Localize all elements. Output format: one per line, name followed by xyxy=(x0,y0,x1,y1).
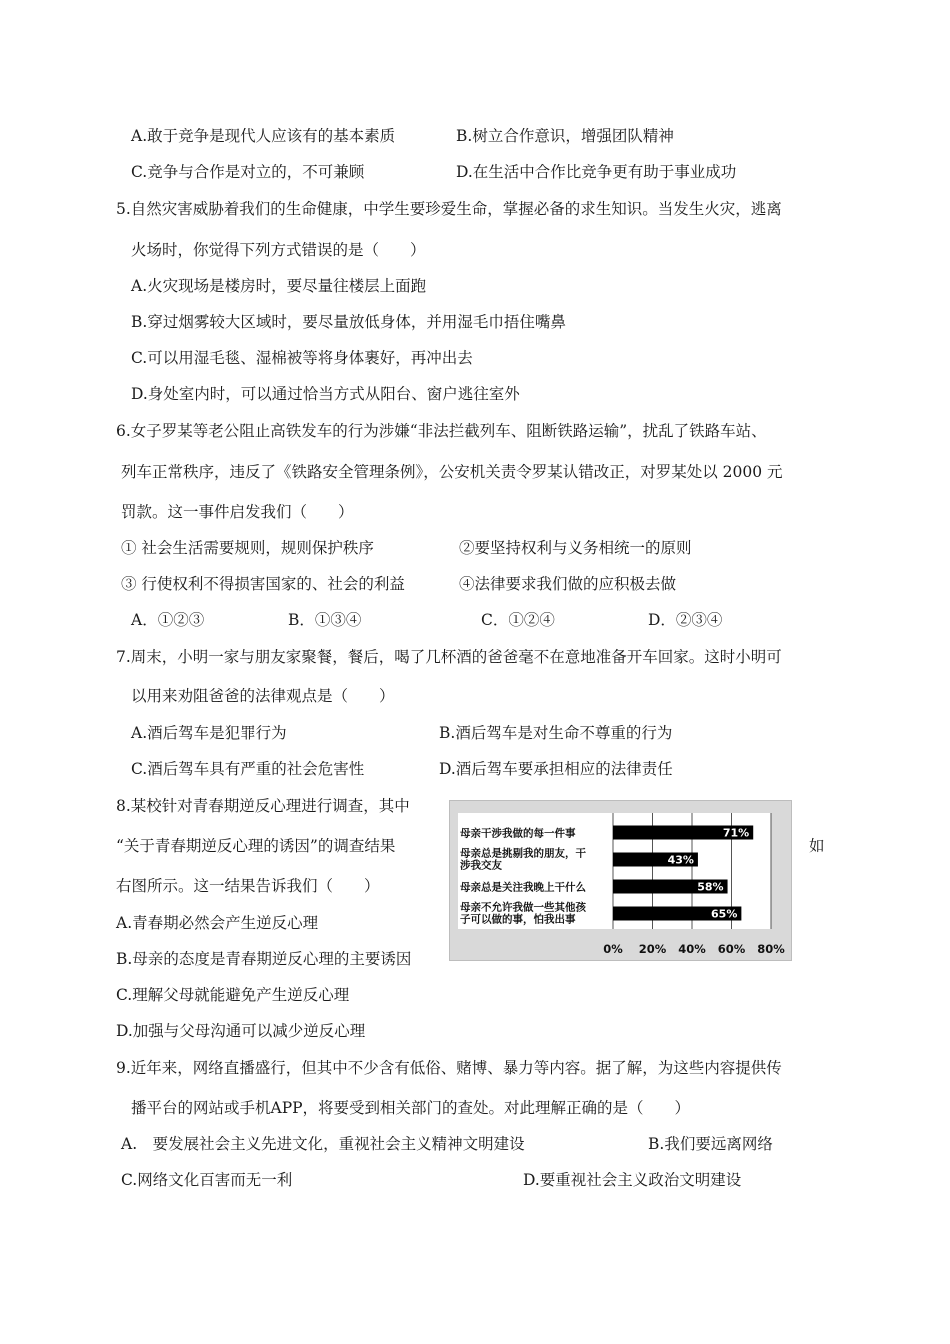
chart-tick-label: 40% xyxy=(678,942,706,956)
chart-category-label xyxy=(460,827,576,840)
chart-value-label: 58% xyxy=(697,880,724,894)
q4-option-b: B.树立合作意识，增强团队精神 xyxy=(456,127,674,145)
chart-value-label: 65% xyxy=(711,907,738,921)
q4-option-c: C.竞争与合作是对立的，不可兼顾 xyxy=(131,163,365,181)
q8-option-c: C.理解父母就能避免产生逆反心理 xyxy=(116,986,350,1004)
q7-option-d: D.酒后驾车要承担相应的法律责任 xyxy=(439,760,673,778)
q5-option-b: B.穿过烟雾较大区域时，要尽量放低身体，并用湿毛巾捂住嘴鼻 xyxy=(131,313,566,331)
q4-option-d: D.在生活中合作比竞争更有助于事业成功 xyxy=(456,163,737,181)
q6-option-b: B．①③④ xyxy=(288,611,362,629)
chart-category-label-line: 子可以做的事，怕我出事 xyxy=(460,913,576,926)
q7-option-b: B.酒后驾车是对生命不尊重的行为 xyxy=(439,724,673,742)
q7-stem-line1: 7.周末，小明一家与朋友家聚餐，餐后，喝了几杯酒的爸爸毫不在意地准备开车回家。这时小明可 xyxy=(116,648,782,666)
chart-tick-label: 80% xyxy=(757,942,785,956)
q5-stem-line2: 火场时，你觉得下列方式错误的是（ ） xyxy=(131,241,426,259)
chart-category-label-line: 母亲不允许我做一些其他孩 xyxy=(460,901,586,914)
q7-option-a: A.酒后驾车是犯罪行为 xyxy=(131,724,287,742)
q5-option-a: A.火灾现场是楼房时，要尽量往楼层上面跑 xyxy=(131,277,427,295)
q6-option-c: C．①②④ xyxy=(481,611,555,629)
q5-option-c: C.可以用湿毛毯、湿棉被等将身体裹好，再冲出去 xyxy=(131,349,473,367)
q8-stem-ru: 如 xyxy=(809,837,825,855)
q6-item-2: ②要坚持权利与义务相统一的原则 xyxy=(459,539,692,557)
chart-category-label-line: 涉我交友 xyxy=(460,859,502,872)
q6-option-d: D．②③④ xyxy=(648,611,723,629)
chart-category-label xyxy=(460,901,586,926)
q8-stem-line3: 右图所示。这一结果告诉我们（ ） xyxy=(116,877,380,895)
q6-item-4: ④法律要求我们做的应积极去做 xyxy=(459,575,677,593)
q9-stem-line1: 9.近年来，网络直播盛行，但其中不少含有低俗、赌博、暴力等内容。据了解，为这些内容提供传 xyxy=(116,1059,782,1077)
q9-stem-line2: 播平台的网站或手机APP，将要受到相关部门的查处。对此理解正确的是（ ） xyxy=(131,1099,691,1117)
q8-stem-line2: “关于青春期逆反心理的诱因”的调查结果 xyxy=(116,837,396,855)
q4-option-a: A.敢于竞争是现代人应该有的基本素质 xyxy=(131,127,396,145)
chart-value-label: 71% xyxy=(722,826,750,840)
q6-stem-line3: 罚款。这一事件启发我们（ ） xyxy=(121,503,354,521)
q9-option-b: B.我们要远离网络 xyxy=(648,1135,773,1153)
chart-category-label-line: 母亲干涉我做的每一件事 xyxy=(460,827,576,840)
q8-option-d: D.加强与父母沟通可以减少逆反心理 xyxy=(116,1022,366,1040)
chart-svg xyxy=(450,801,791,960)
q9-option-d: D.要重视社会主义政治文明建设 xyxy=(523,1171,742,1189)
q9-option-c: C.网络文化百害而无一利 xyxy=(121,1171,293,1189)
chart-tick-label: 60% xyxy=(717,942,746,956)
q6-stem-line2: 列车正常秩序，违反了《铁路安全管理条例》，公安机关责令罗某认错改正，对罗某处以 2000 元 xyxy=(121,463,783,481)
q6-item-1: ① 社会生活需要规则，规则保护秩序 xyxy=(121,539,374,557)
q7-option-c: C.酒后驾车具有严重的社会危害性 xyxy=(131,760,365,778)
q8-option-b: B.母亲的态度是青春期逆反心理的主要诱因 xyxy=(116,950,412,968)
q6-option-a: A．①②③ xyxy=(131,611,205,629)
survey-bar-chart xyxy=(449,800,792,961)
q8-stem-line1: 8.某校针对青春期逆反心理进行调查，其中 xyxy=(116,797,410,815)
q8-option-a: A.青春期必然会产生逆反心理 xyxy=(116,914,319,932)
q7-stem-line2: 以用来劝阻爸爸的法律观点是（ ） xyxy=(131,687,395,705)
q6-item-3: ③ 行使权利不得损害国家的、社会的利益 xyxy=(121,575,405,593)
q9-option-a: A. 要发展社会主义先进文化，重视社会主义精神文明建设 xyxy=(121,1135,525,1153)
chart-value-label: 43% xyxy=(667,853,694,867)
q5-option-d: D.身处室内时，可以通过恰当方式从阳台、窗户逃往室外 xyxy=(131,385,520,403)
chart-tick-label: 0% xyxy=(603,942,623,956)
chart-tick-label: 20% xyxy=(638,942,667,956)
chart-category-label-line: 母亲总是关注我晚上干什么 xyxy=(460,881,586,894)
chart-category-label xyxy=(460,881,586,894)
q5-stem-line1: 5.自然灾害威胁着我们的生命健康，中学生要珍爱生命，掌握必备的求生知识。当发生火灾，逃离 xyxy=(116,200,782,218)
chart-category-label-line: 母亲总是挑剔我的朋友，干 xyxy=(460,847,586,860)
q6-stem-line1: 6.女子罗某等老公阻止高铁发车的行为涉嫌“非法拦截列车、阻断铁路运输”，扰乱了铁路车站、 xyxy=(116,422,767,440)
